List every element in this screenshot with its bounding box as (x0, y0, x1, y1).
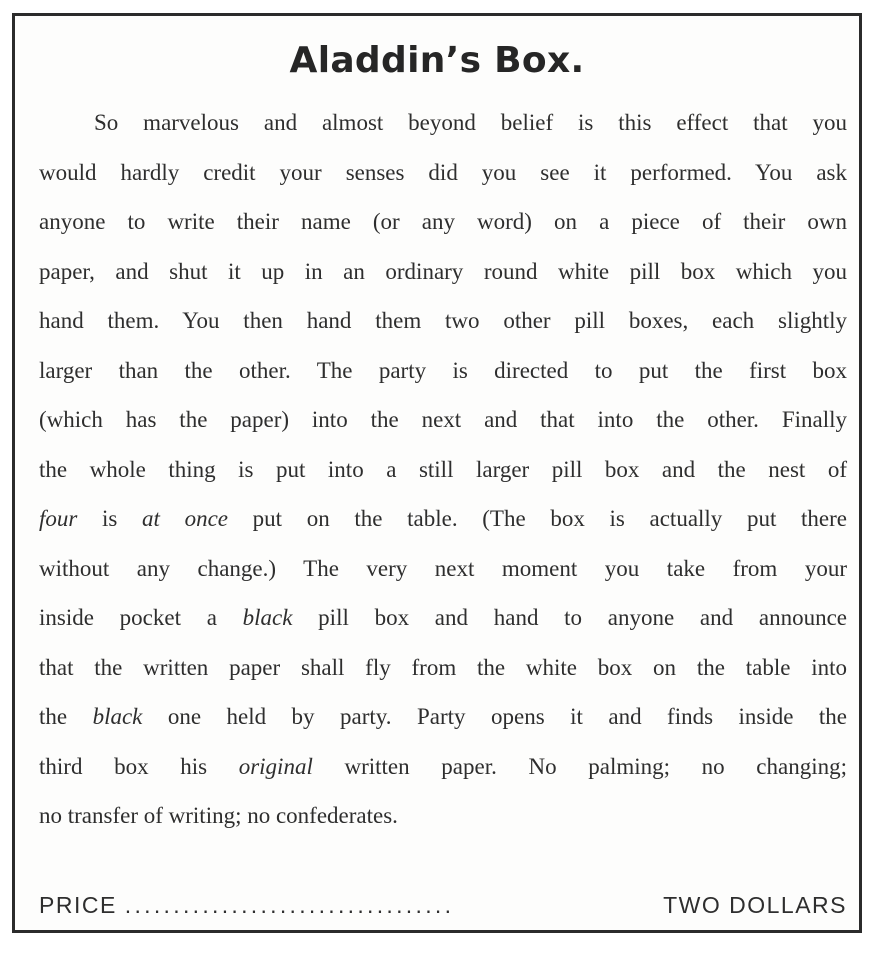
text-segment: put on the table. (The box is actually put there (228, 506, 847, 531)
text-segment: third box his (39, 753, 239, 779)
text-segment: (which has the paper) into the next and that into the other. Finally (39, 407, 847, 432)
text-segment: hand them. You then hand them two other pill boxes, each slightly (39, 308, 847, 333)
text-line (39, 296, 847, 346)
page-title: Aladdin’s Box. (289, 40, 585, 81)
text-segment: without any change.) The very next moment you take from your (39, 555, 847, 581)
italic-text: black (92, 704, 143, 729)
italic-text: black (242, 605, 293, 630)
italic-text: at once (142, 506, 228, 531)
text-segment: the (39, 704, 93, 729)
text-line (39, 346, 847, 396)
text-line (39, 197, 847, 247)
text-segment: the whole thing is put into a still larger pill box and the nest of (39, 456, 847, 482)
description-paragraph (39, 98, 847, 841)
text-segment: no transfer of writing; no confederates. (39, 803, 398, 828)
text-segment: would hardly credit your senses did you see it performed. You ask (39, 159, 847, 185)
text-segment: larger than the other. The party is directed to put the first box (39, 357, 847, 383)
text-segment: written paper. No palming; no changing; (312, 753, 847, 779)
text-line (39, 742, 847, 792)
text-line (39, 395, 847, 445)
advertisement-frame (12, 13, 862, 933)
italic-text: four (39, 506, 78, 531)
text-segment: paper, and shut it up in an ordinary round white pill box which you (39, 258, 847, 284)
text-line (39, 494, 847, 544)
text-segment: So marvelous and almost beyond belief is this effect that you (94, 110, 847, 135)
text-segment: one held by party. Party opens it and finds inside the (142, 704, 847, 729)
text-line (39, 593, 847, 643)
italic-text: original (238, 753, 313, 779)
text-segment: pill box and hand to anyone and announce (292, 605, 847, 630)
text-line (39, 643, 847, 693)
text-line (39, 247, 847, 297)
price-row (39, 892, 847, 919)
text-line (39, 791, 847, 841)
text-segment: anyone to write their name (or any word) on a piece of their own (39, 209, 847, 234)
text-line (39, 692, 847, 742)
price-label: PRICE (39, 892, 117, 918)
text-segment: inside pocket a (39, 605, 243, 630)
text-line (39, 148, 847, 198)
text-line (39, 544, 847, 594)
text-segment: that the written paper shall fly from the white box on the table into (39, 654, 847, 680)
text-line (39, 98, 847, 148)
price-value: TWO DOLLARS (663, 892, 847, 918)
text-segment: is (77, 506, 143, 531)
text-line (39, 445, 847, 495)
price-leader-dots: .................................. (124, 892, 455, 918)
